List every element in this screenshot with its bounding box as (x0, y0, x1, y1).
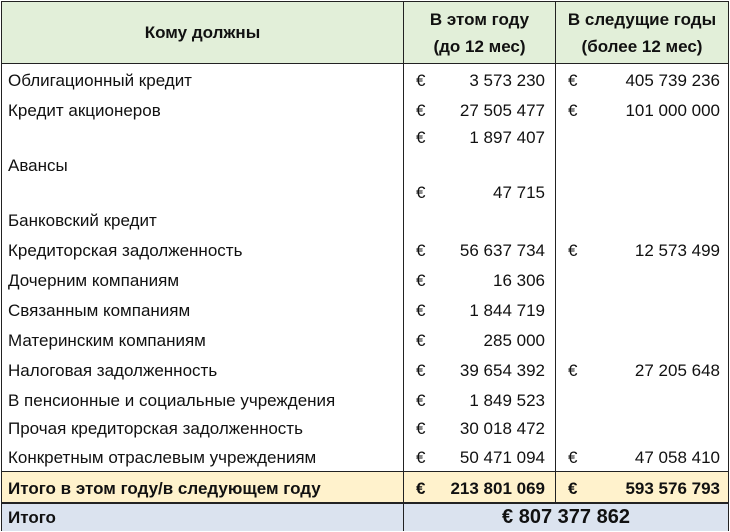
grand-total-row (2, 503, 728, 531)
table-row (2, 94, 728, 124)
this-year-value: 50 471 094 (459, 448, 545, 467)
table-row (2, 384, 728, 414)
totals-this-year-currency: € (416, 479, 426, 498)
totals-next-years-value: 593 576 793 (625, 479, 720, 498)
table-row (2, 124, 728, 179)
table-row (2, 324, 728, 354)
liabilities-table (1, 1, 729, 531)
row-label: Кредит акционеров (8, 101, 161, 120)
this-year-value: 1 897 407 (469, 128, 545, 147)
table-row (2, 234, 728, 264)
next-years-currency: € (568, 241, 578, 260)
next-years-currency: € (568, 448, 578, 467)
this-year-value: 3 573 230 (469, 71, 545, 90)
this-year-value: 27 505 477 (459, 101, 545, 120)
this-year-value: 39 654 392 (459, 361, 545, 380)
this-year-currency: € (416, 241, 426, 260)
totals-next-years-currency: € (568, 479, 578, 498)
grand-total-value: € 807 377 862 (502, 506, 630, 528)
this-year-value: 1 844 719 (469, 301, 545, 320)
this-year-currency: € (416, 301, 426, 320)
row-label: В пенсионные и социальные учреждения (8, 391, 336, 410)
this-year-value: 30 018 472 (459, 419, 545, 438)
row-label: Дочерним компаниям (8, 271, 180, 290)
row-label: Авансы (8, 156, 68, 175)
table-row (2, 179, 728, 234)
this-year-currency: € (416, 391, 426, 410)
totals-this-year-value: 213 801 069 (450, 479, 545, 498)
next-years-value: 47 058 410 (634, 448, 720, 467)
row-label: Налоговая задолженность (8, 361, 218, 380)
row-label: Кредиторская задолженность (8, 241, 243, 260)
row-label: Материнским компаниям (8, 331, 206, 350)
header-this-year-line2: (до 12 мес) (433, 37, 526, 56)
header-creditor: Кому должны (2, 2, 404, 63)
this-year-currency: € (416, 448, 426, 467)
header-next-years-line2: (более 12 мес) (581, 37, 703, 56)
this-year-value: 285 000 (483, 331, 545, 350)
this-year-value: 1 849 523 (469, 391, 545, 410)
next-years-value: 405 739 236 (625, 71, 720, 90)
table-header (2, 2, 728, 64)
header-next-years (556, 2, 728, 63)
this-year-value: 56 637 734 (459, 241, 545, 260)
row-label: Банковский кредит (8, 211, 157, 230)
header-next-years-line1: В следущие годы (567, 10, 717, 29)
table-row (2, 354, 728, 384)
totals-label: Итого в этом году/в следующем году (8, 479, 321, 498)
header-this-year-line1: В этом году (429, 10, 530, 29)
next-years-value: 101 000 000 (625, 101, 720, 120)
table-row (2, 442, 728, 471)
next-years-currency: € (568, 101, 578, 120)
this-year-currency: € (416, 331, 426, 350)
table-row (2, 414, 728, 442)
row-label: Конкретным отраслевым учреждениям (8, 448, 317, 467)
table-row (2, 264, 728, 294)
next-years-value: 27 205 648 (634, 361, 720, 380)
this-year-currency: € (416, 361, 426, 380)
row-label: Прочая кредиторская задолженность (8, 419, 303, 438)
this-year-value: 16 306 (493, 271, 545, 290)
table-row (2, 294, 728, 324)
table-row (2, 64, 728, 94)
next-years-value: 12 573 499 (634, 241, 720, 260)
this-year-currency: € (416, 419, 426, 438)
this-year-currency: € (416, 128, 426, 147)
header-this-year (404, 2, 556, 63)
this-year-currency: € (416, 271, 426, 290)
this-year-value: 47 715 (493, 183, 545, 202)
this-year-currency: € (416, 101, 426, 120)
row-label: Связанным компаниям (8, 301, 191, 320)
next-years-currency: € (568, 71, 578, 90)
totals-row (2, 471, 728, 503)
this-year-currency: € (416, 183, 426, 202)
this-year-currency: € (416, 71, 426, 90)
grand-total-label: Итого (8, 508, 56, 527)
row-label: Облигационный кредит (8, 71, 192, 90)
next-years-currency: € (568, 361, 578, 380)
